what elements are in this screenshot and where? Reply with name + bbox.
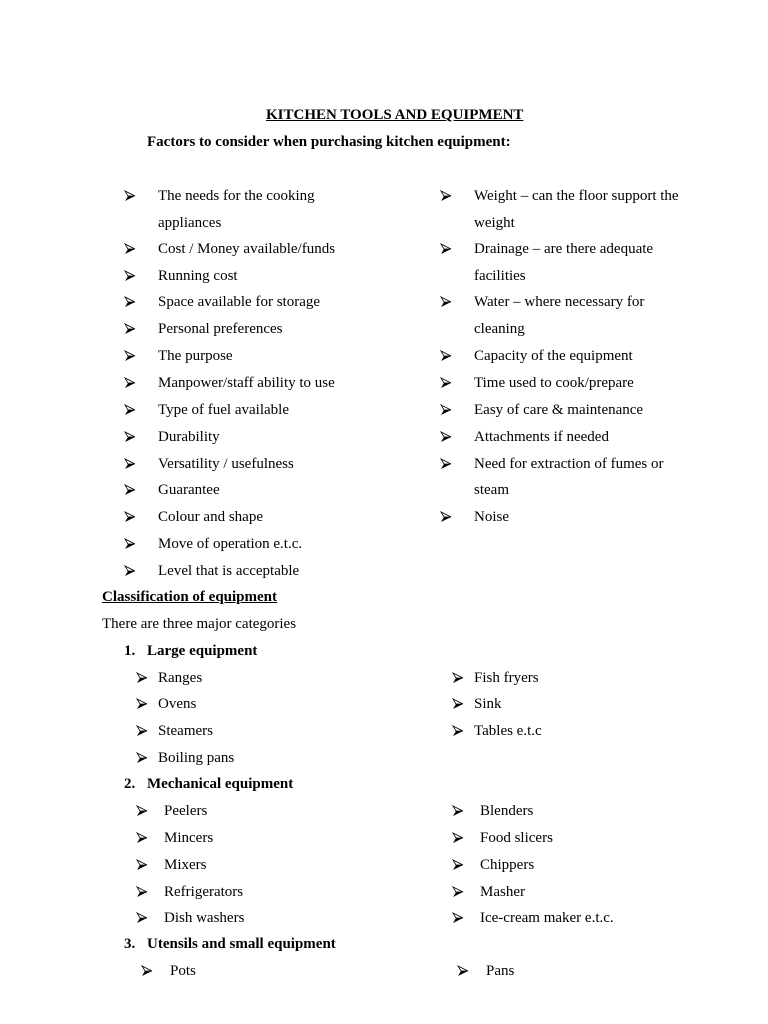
list-item: Masher xyxy=(480,884,525,900)
arrow-bullet-icon xyxy=(136,725,148,737)
list-item: Ice-cream maker e.t.c. xyxy=(480,910,614,926)
list-item: Sink xyxy=(474,696,502,712)
section-heading: Classification of equipment xyxy=(102,589,278,605)
arrow-bullet-icon xyxy=(136,832,148,844)
arrow-bullet-icon xyxy=(136,752,148,764)
arrow-bullet-icon xyxy=(452,672,464,684)
arrow-bullet-icon xyxy=(440,190,452,202)
list-item: Durability xyxy=(158,429,220,445)
list-item: Easy of care & maintenance xyxy=(474,402,644,418)
arrow-bullet-icon xyxy=(124,243,136,255)
arrow-bullet-icon xyxy=(124,296,136,308)
list-item: Dish washers xyxy=(164,910,245,926)
list-item: Pots xyxy=(170,963,196,979)
arrow-bullet-icon xyxy=(124,431,136,443)
arrow-bullet-icon xyxy=(124,565,136,577)
list-item: Running cost xyxy=(158,268,238,284)
list-item: Drainage – are there adequate xyxy=(474,241,654,257)
arrow-bullet-icon xyxy=(440,458,452,470)
arrow-bullet-icon xyxy=(141,965,153,977)
arrow-bullet-icon xyxy=(440,511,452,523)
list-item: appliances xyxy=(158,215,222,231)
list-item: Steamers xyxy=(158,723,213,739)
list-item: cleaning xyxy=(474,321,525,337)
list-item: Refrigerators xyxy=(164,884,244,900)
list-item: Need for extraction of fumes or xyxy=(474,456,664,472)
arrow-bullet-icon xyxy=(440,404,452,416)
arrow-bullet-icon xyxy=(457,965,469,977)
list-item: steam xyxy=(474,482,509,498)
list-item: Guarantee xyxy=(158,482,220,498)
arrow-bullet-icon xyxy=(452,725,464,737)
list-item: Chippers xyxy=(480,857,535,873)
arrow-bullet-icon xyxy=(440,350,452,362)
arrow-bullet-icon xyxy=(124,323,136,335)
arrow-bullet-icon xyxy=(440,377,452,389)
list-item: Pans xyxy=(486,963,515,979)
page-title: KITCHEN TOOLS AND EQUIPMENT xyxy=(266,107,524,123)
list-item: weight xyxy=(474,215,515,231)
section-intro: There are three major categories xyxy=(102,616,297,632)
arrow-bullet-icon xyxy=(124,538,136,550)
page-subtitle: Factors to consider when purchasing kitchen equipment: xyxy=(147,134,511,150)
list-item: Space available for storage xyxy=(158,294,321,310)
list-item: Ovens xyxy=(158,696,197,712)
arrow-bullet-icon xyxy=(124,458,136,470)
category-heading: Large equipment xyxy=(147,643,258,659)
list-item: Peelers xyxy=(164,803,208,819)
list-item: The needs for the cooking xyxy=(158,188,315,204)
arrow-bullet-icon xyxy=(136,672,148,684)
list-item: Boiling pans xyxy=(158,750,235,766)
arrow-bullet-icon xyxy=(124,190,136,202)
arrow-bullet-icon xyxy=(124,350,136,362)
list-item: Tables e.t.c xyxy=(474,723,542,739)
list-item: Cost / Money available/funds xyxy=(158,241,336,257)
arrow-bullet-icon xyxy=(124,484,136,496)
arrow-bullet-icon xyxy=(452,912,464,924)
list-item: Versatility / usefulness xyxy=(158,456,294,472)
list-item: Mincers xyxy=(164,830,214,846)
category-number: 3. xyxy=(124,936,136,952)
arrow-bullet-icon xyxy=(452,832,464,844)
list-item: Time used to cook/prepare xyxy=(474,375,634,391)
list-item: The purpose xyxy=(158,348,233,364)
list-item: Fish fryers xyxy=(474,670,539,686)
list-item: Blenders xyxy=(480,803,534,819)
list-item: Mixers xyxy=(164,857,207,873)
arrow-bullet-icon xyxy=(440,243,452,255)
arrow-bullet-icon xyxy=(136,859,148,871)
category-heading: Mechanical equipment xyxy=(147,776,294,792)
list-item: Level that is acceptable xyxy=(158,563,300,579)
list-item: Manpower/staff ability to use xyxy=(158,375,335,391)
arrow-bullet-icon xyxy=(440,296,452,308)
arrow-bullet-icon xyxy=(124,404,136,416)
category-number: 1. xyxy=(124,643,136,659)
arrow-bullet-icon xyxy=(124,511,136,523)
list-item: Personal preferences xyxy=(158,321,283,337)
category-heading: Utensils and small equipment xyxy=(147,936,336,952)
list-item: facilities xyxy=(474,268,526,284)
list-item: Attachments if needed xyxy=(474,429,609,445)
arrow-bullet-icon xyxy=(136,886,148,898)
list-item: Capacity of the equipment xyxy=(474,348,633,364)
list-item: Noise xyxy=(474,509,509,525)
list-item: Weight – can the floor support the xyxy=(474,188,679,204)
arrow-bullet-icon xyxy=(136,805,148,817)
arrow-bullet-icon xyxy=(452,886,464,898)
arrow-bullet-icon xyxy=(136,698,148,710)
list-item: Food slicers xyxy=(480,830,553,846)
list-item: Move of operation e.t.c. xyxy=(158,536,303,552)
arrow-bullet-icon xyxy=(440,431,452,443)
list-item: Colour and shape xyxy=(158,509,263,525)
arrow-bullet-icon xyxy=(136,912,148,924)
arrow-bullet-icon xyxy=(452,805,464,817)
arrow-bullet-icon xyxy=(452,698,464,710)
list-item: Ranges xyxy=(158,670,203,686)
list-item: Water – where necessary for xyxy=(474,294,645,310)
arrow-bullet-icon xyxy=(124,270,136,282)
list-item: Type of fuel available xyxy=(158,402,289,418)
arrow-bullet-icon xyxy=(124,377,136,389)
arrow-bullet-icon xyxy=(452,859,464,871)
category-number: 2. xyxy=(124,776,136,792)
